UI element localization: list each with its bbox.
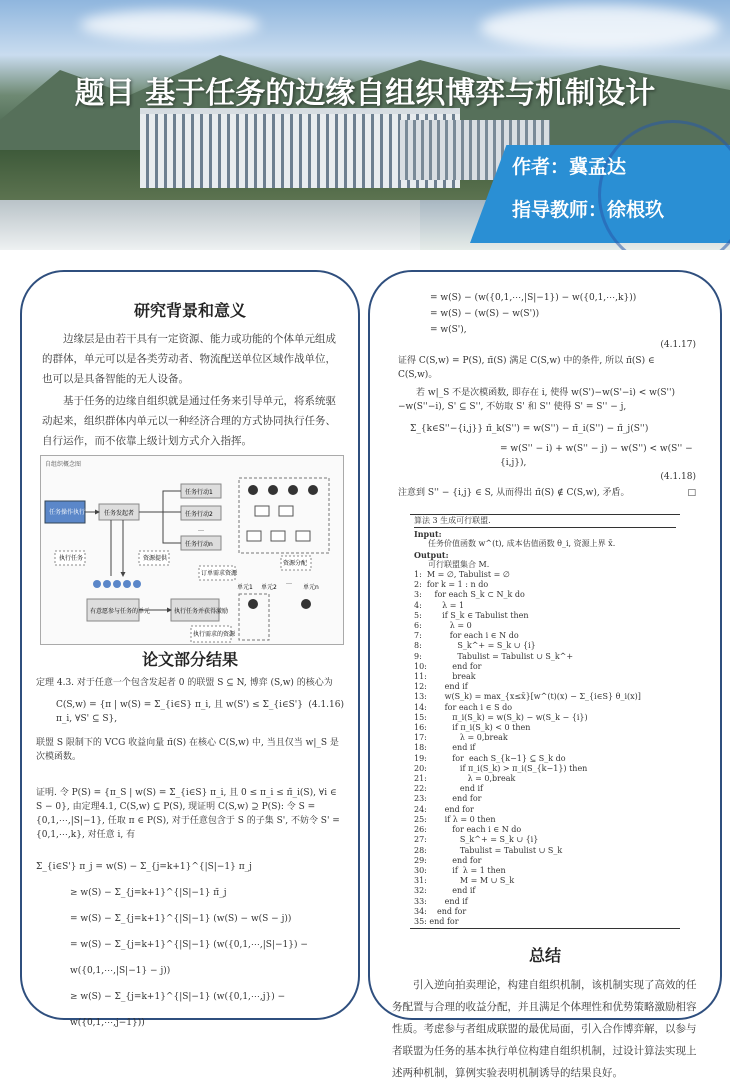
algorithm-line: 24: end for — [414, 804, 474, 814]
qed-symbol: □ — [687, 488, 696, 498]
algorithm-line: 20: if π_i(S_k) > π_i(S_{k−1}) then — [414, 763, 588, 773]
exec-task-label: 执行任务 — [59, 555, 84, 562]
bid-label: 资源提供 — [143, 555, 168, 562]
algorithm-line: 12: end if — [414, 682, 468, 692]
theorem: 定理 4.3. 对于任意一个包含发起者 0 的联盟 S ⊆ N, 博弈 (S,w) 的核心为 — [36, 678, 333, 688]
algorithm-line: 1: M = ∅, Tabulist = ∅ — [414, 570, 510, 580]
action-box: 任务行动2 — [185, 511, 213, 518]
action-ellipsis: … — [198, 526, 204, 533]
derivation-line: = w(S'), — [430, 325, 467, 335]
algorithm-line: 35: end for — [414, 916, 459, 926]
algorithm-line: 29: end for — [414, 855, 482, 865]
algorithm-line: 14: for each i ∈ S do — [414, 702, 513, 712]
algorithm-line: 18: end if — [414, 743, 476, 753]
unit-label: 单元n — [303, 584, 319, 591]
algorithm-line: 25: if λ = 0 then — [414, 814, 496, 824]
summary-paragraph: 引入逆向拍卖理论，构建自组织机制，该机制实现了高效的任务配置与合理的收益分配，并且满足个体理性和优势策略激励相容性质。考虑参与者组成联盟的最优局面，引入合作博弈解，以参与者联盟为任务的基本执行单位构建自组织机制，过设计算法实现上述两种机制，算例实验表明机制诱导的结果良好。 — [392, 979, 697, 1080]
algorithm-line: 21: λ = 0,break — [414, 774, 516, 784]
unit-label: 单元2 — [261, 584, 277, 591]
algorithm-3 — [410, 514, 680, 929]
algorithm-line: 33: end if — [414, 896, 468, 906]
unit-label: … — [286, 579, 292, 586]
algorithm-line: 7: for each i ∈ N do — [414, 631, 519, 641]
algorithm-title: 算法 3 生成可行联盟. — [414, 516, 676, 528]
derivation-line: = w(S) − (w(S) − w(S')) — [430, 309, 540, 319]
background-paragraph: 边缘层是由若干具有一定资源、能力或功能的个体单元组成的群体，单元可以是各类劳动者、物流配送单位区域作战单位，也可以是具备智能的无人设备。 — [42, 333, 336, 385]
proof-continuation — [370, 272, 720, 338]
algorithm-line: 28: Tabulist = Tabulist ∪ S_k — [414, 845, 563, 855]
equation-4-1-18a: Σ_{k∈S''−{i,j}} π̄_k(S'') = w(S'') − π̄_i(S'') − π̄_j(S'') — [410, 424, 649, 434]
algorithm-lines — [414, 570, 676, 927]
left-panel — [20, 270, 360, 1028]
algorithm-line: 6: λ = 0 — [414, 621, 472, 631]
section-heading-results: 论文部分结果 — [141, 650, 238, 669]
algorithm-line: 30: if λ = 1 then — [414, 865, 506, 875]
algorithm-line: 16: if π_i(S_k) < 0 then — [414, 723, 531, 733]
equation-text: C(S,w) = {π | w(S) = Σ_{i∈S} π_i, 且 w(S') ≤ Σ_{i∈S'} π_i, ∀S' ⊆ S}, — [56, 700, 304, 724]
algorithm-line: 34: end for — [414, 906, 467, 916]
lake — [0, 200, 420, 250]
algorithm-line: 26: for each i ∈ N do — [414, 825, 522, 835]
action-box: 任务行动n — [185, 541, 213, 548]
algorithm-line: 2: for k = 1 : n do — [414, 580, 489, 590]
derivation-line: Σ_{i∈S'} π_j = w(S) − Σ_{j=k+1}^{|S|−1} π_j — [36, 862, 252, 872]
task-input-box: 任务操作执行预置 — [49, 509, 98, 516]
equation-4-1-16 — [22, 690, 358, 726]
algorithm-line: 32: end if — [414, 886, 476, 896]
derivation — [22, 842, 358, 1036]
algorithm-input: 任务价值函数 w^(t), 成本估值函数 θ_i, 资源上界 x̄. — [428, 539, 616, 549]
derivation-line: ≥ w(S) − Σ_{j=k+1}^{|S|−1} π̄_j — [70, 888, 227, 898]
unit-label: 单元1 — [237, 584, 253, 591]
derivation-line: ≥ w(S) − Σ_{j=k+1}^{|S|−1} (w({0,1,⋯,j}) − w({0,1,⋯,j−1})) — [70, 992, 286, 1028]
equation-number: (4.1.17) — [660, 340, 696, 350]
action-box: 任务行动1 — [185, 489, 213, 496]
algorithm-line: 15: π_i(S_k) = w(S_k) − w(S_k − {i}) — [414, 712, 588, 722]
derivation-line: = w(S) − (w({0,1,⋯,|S|−1}) − w({0,1,⋯,k})) — [430, 293, 637, 303]
equation-number: (4.1.16) — [308, 700, 344, 710]
resource-need-label: 执行需求的资源 — [193, 631, 236, 638]
algorithm-line: 11: break — [414, 672, 476, 682]
algorithm-line: 17: λ = 0,break — [414, 733, 508, 743]
section-heading-summary: 总结 — [528, 946, 561, 966]
advisor: 指导教师：徐根玖 — [512, 199, 665, 221]
section-heading-background: 研究背景和意义 — [133, 301, 246, 320]
contradiction-conclusion — [370, 484, 720, 500]
author: 作者：冀孟达 — [512, 156, 627, 178]
resource-alloc-label: 资源分配 — [283, 560, 308, 567]
execute-box: 执行任务并获得激励 — [174, 608, 229, 615]
algorithm-output: 可行联盟集合 M. — [428, 559, 490, 569]
derivation-line: = w(S) − Σ_{j=k+1}^{|S|−1} (w(S) − w(S − j)) — [70, 914, 292, 924]
equation-number: (4.1.18) — [660, 472, 696, 482]
algorithm-line: 19: for each S_{k−1} ⊆ S_k do — [414, 753, 566, 763]
algorithm-line: 5: if S_k ∈ Tabulist then — [414, 610, 529, 620]
contradiction-setup: 若 w|_S 不是次模函数, 即存在 i, 使得 w(S')−w(S'−i) < w(S'')−w(S''−i), S' ⊆ S'', 不妨取 S' 和 S'' 使得 S' = S'' − j, — [398, 388, 675, 412]
derivation-line: = w(S) − Σ_{j=k+1}^{|S|−1} (w({0,1,⋯,|S|−1}) − w({0,1,⋯,|S|−1} − j)) — [70, 940, 308, 976]
cloud — [80, 10, 260, 40]
proof: 证明. 令 P(S) = {π_S | w(S) = Σ_{i∈S} π_i, 且 0 ≤ π_i ≤ π̄_i(S), ∀i ∈ S − 0}, 由定理4.1, C(S,w) ⊆ P(S), 现证明 C(S,w) ⊇ P(S): 令 S = {0,1,⋯,|S|−1}, 任取 π ∈ P(S), 对于任意包含于 S 的子集 S', 不妨令 S' = {0,1,⋯,k}, 对任意 i, 有 — [36, 788, 340, 840]
diagram-graphic — [41, 456, 345, 646]
header-banner — [0, 0, 730, 250]
conclusion: 证得 C(S,w) = P(S), π̄(S) 满足 C(S,w) 中的条件, 所以 π̄(S) ∈ C(S,w)。 — [398, 356, 655, 380]
dispatcher-box: 任务发起者 — [104, 510, 135, 517]
equation-4-1-18b: = w(S'' − i) + w(S'' − j) − w(S'') < w(S'' − {i,j}), — [500, 444, 693, 468]
background-paragraph: 基于任务的边缘自组织就是通过任务来引导单元，将系统驱动起来，组织群体内单元以一种经济合理的方式协同执行任务、自行运作，而不依靠上级计划方式介入指挥。 — [42, 395, 336, 447]
algorithm-output-label: Output: — [414, 549, 449, 560]
algorithm-line: 3: for each S_k ⊂ N_k do — [414, 590, 525, 600]
algorithm-line: 9: Tabulist = Tabulist ∪ S_k^+ — [414, 651, 574, 661]
algorithm-line: 4: λ = 1 — [414, 600, 465, 610]
algorithm-line: 13: w(S_k) = max_{x≤x̄}[w^(t)(x) − Σ_{i∈S} θ_i(x)] — [414, 692, 641, 702]
conclusion-text: 注意到 S'' − {i,j} ∈ S, 从而得出 π̄(S) ∉ C(S,w), 矛盾。 — [398, 488, 630, 498]
algorithm-input-label: Input: — [414, 529, 442, 540]
order-resource-label: 订单需求资源 — [201, 570, 238, 577]
algorithm-line: 22: end if — [414, 784, 484, 794]
algorithm-line: 10: end for — [414, 661, 482, 671]
right-panel — [368, 270, 722, 1080]
units-box: 有意愿参与任务的单元 — [90, 608, 151, 615]
theorem-statement: 联盟 S 限制下的 VCG 收益向量 π̄(S) 在核心 C(S,w) 中, 当且仅当 w|_S 是次模函数。 — [36, 738, 339, 762]
algorithm-line: 31: M = M ∪ S_k — [414, 876, 515, 886]
algorithm-line: 23: end for — [414, 794, 482, 804]
self-organization-diagram — [40, 455, 344, 645]
poster-title: 题目 基于任务的边缘自组织博弈与机制设计 — [74, 76, 656, 111]
algorithm-line: 8: S_k^+ = S_k ∪ {i} — [414, 641, 536, 651]
diagram-caption: 自组织概念图 — [45, 461, 82, 468]
algorithm-line: 27: S_k^+ = S_k ∪ {i} — [414, 835, 539, 845]
